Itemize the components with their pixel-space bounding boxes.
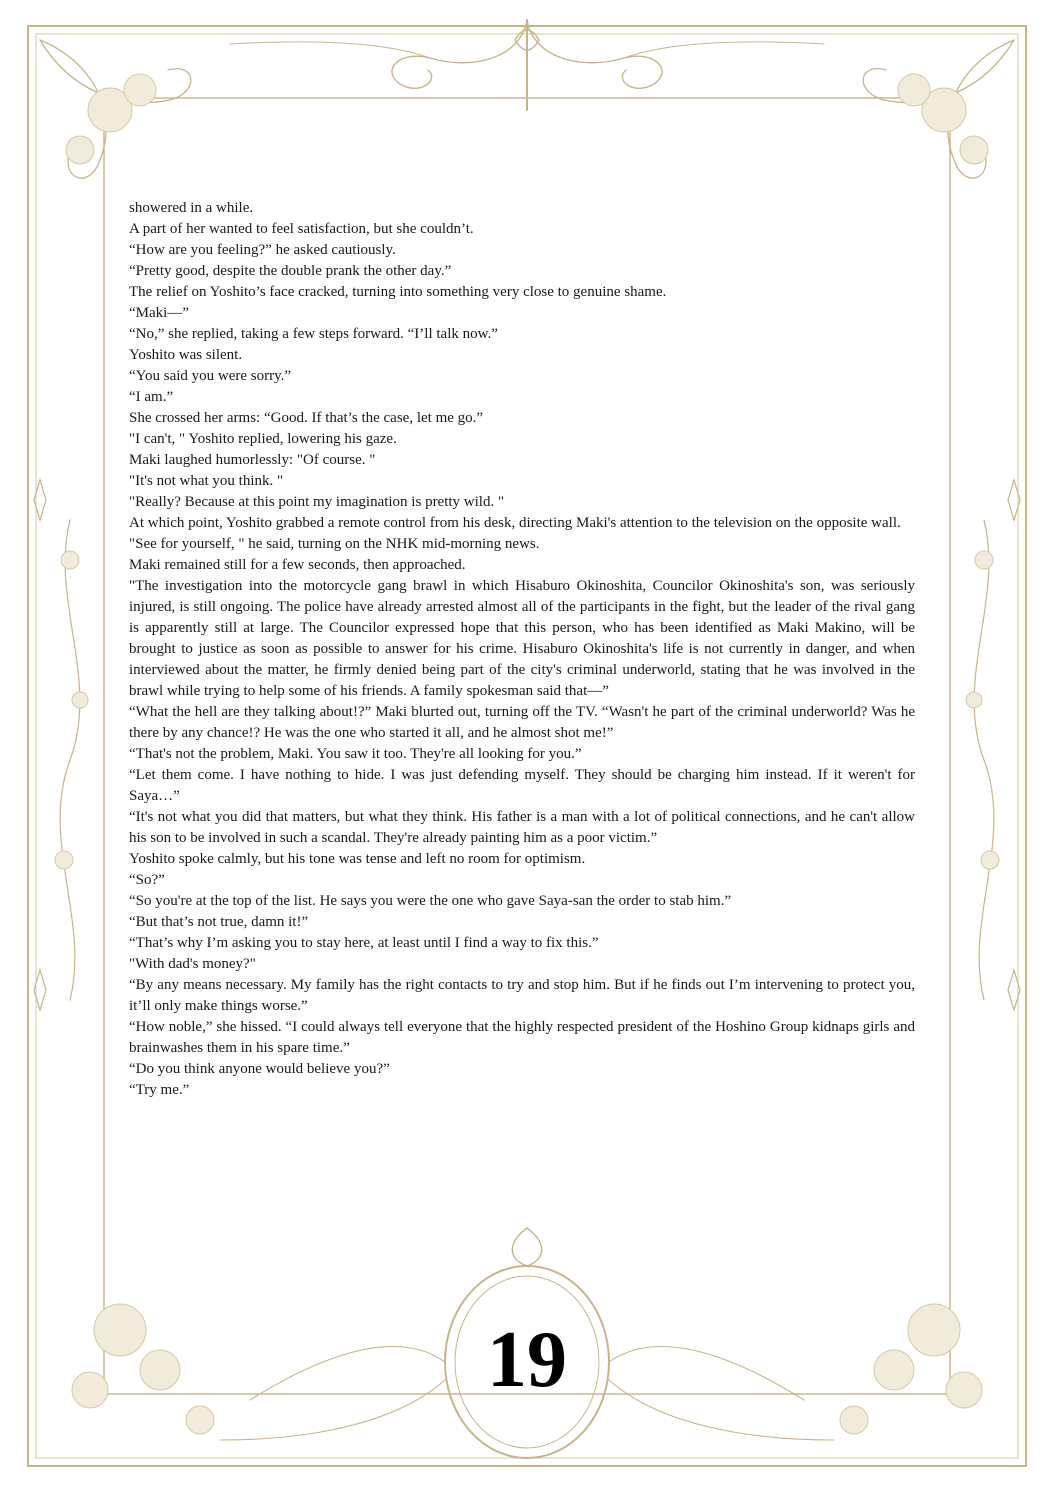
paragraph: "See for yourself, " he said, turning on the NHK mid-morning news. <box>129 536 540 552</box>
paragraph: Maki remained still for a few seconds, then approached. <box>129 557 466 573</box>
paragraph: The relief on Yoshito’s face cracked, turning into something very close to genuine shame. <box>129 284 667 300</box>
paragraph: showered in a while. <box>129 200 254 216</box>
paragraph: Yoshito spoke calmly, but his tone was tense and left no room for optimism. <box>129 851 586 867</box>
paragraph: She crossed her arms: “Good. If that’s the case, let me go.” <box>129 410 484 426</box>
paragraph: "Really? Because at this point my imagination is pretty wild. " <box>129 494 505 510</box>
paragraph: “By any means necessary. My family has the right contacts to try and stop him. But if he finds out I’m intervening to protect you, it’ll only make things worse.” <box>129 977 915 1014</box>
paragraph: “What the hell are they talking about!?” Maki blurted out, turning off the TV. “Wasn't he part of the criminal underworld? Was he there by any chance!? He was the one who started it all, and he almost shot me!” <box>129 704 915 741</box>
paragraph: “That’s why I’m asking you to stay here, at least until I find a way to fix this.” <box>129 935 599 951</box>
paragraph: “You said you were sorry.” <box>129 368 292 384</box>
paragraph: “That's not the problem, Maki. You saw it too. They're all looking for you.” <box>129 746 582 762</box>
paragraph: Maki laughed humorlessly: "Of course. " <box>129 452 376 468</box>
paragraph: “Try me.” <box>129 1082 190 1098</box>
paragraph: “I am.” <box>129 389 174 405</box>
paragraph: “Maki—” <box>129 305 189 321</box>
paragraph: “How are you feeling?” he asked cautiously. <box>129 242 396 258</box>
paragraph: “So?” <box>129 872 165 888</box>
body-text <box>129 198 915 1101</box>
paragraph: "With dad's money?" <box>129 956 256 972</box>
paragraph: “No,” she replied, taking a few steps forward. “I’ll talk now.” <box>129 326 498 342</box>
paragraph: At which point, Yoshito grabbed a remote control from his desk, directing Maki's attention to the television on the opposite wall. <box>129 515 901 531</box>
paragraph: "It's not what you think. " <box>129 473 284 489</box>
paragraph: "The investigation into the motorcycle gang brawl in which Hisaburo Okinoshita, Councilor Okinoshita's son, was seriously injured, is still ongoing. The police have already arrested almost all of the participants in the fight, but the leader of the rival gang is apparently still at large. The Councilor expressed hope that this person, who has been identified as Maki Makino, will be brought to justice as soon as possible to answer for his crime. Hisaburo Okinoshita's life is not currently in danger, and when interviewed about the matter, he firmly denied being part of the city's criminal underworld, stating that he was involved in the brawl while trying to help some of his friends. A family spokesman said that—” <box>129 578 915 699</box>
paragraph: A part of her wanted to feel satisfaction, but she couldn’t. <box>129 221 474 237</box>
paragraph: "I can't, " Yoshito replied, lowering his gaze. <box>129 431 397 447</box>
paragraph: “It's not what you did that matters, but what they think. His father is a man with a lot of political connections, and he can't allow his son to be involved in such a scandal. They're already painting him as a poor victim.” <box>129 809 915 846</box>
paragraph: “Let them come. I have nothing to hide. I was just defending myself. They should be charging him instead. If it weren't for Saya…” <box>129 767 915 804</box>
paragraph: “How noble,” she hissed. “I could always tell everyone that the highly respected president of the Hoshino Group kidnaps girls and brainwashes them in his spare time.” <box>129 1019 915 1056</box>
paragraph: “But that’s not true, damn it!” <box>129 914 309 930</box>
paragraph: Yoshito was silent. <box>129 347 243 363</box>
paragraph: “Pretty good, despite the double prank the other day.” <box>129 263 452 279</box>
page-number: 19 <box>487 1316 567 1404</box>
paragraph: “Do you think anyone would believe you?” <box>129 1061 390 1077</box>
paragraph: “So you're at the top of the list. He says you were the one who gave Saya-san the order to stab him.” <box>129 893 732 909</box>
